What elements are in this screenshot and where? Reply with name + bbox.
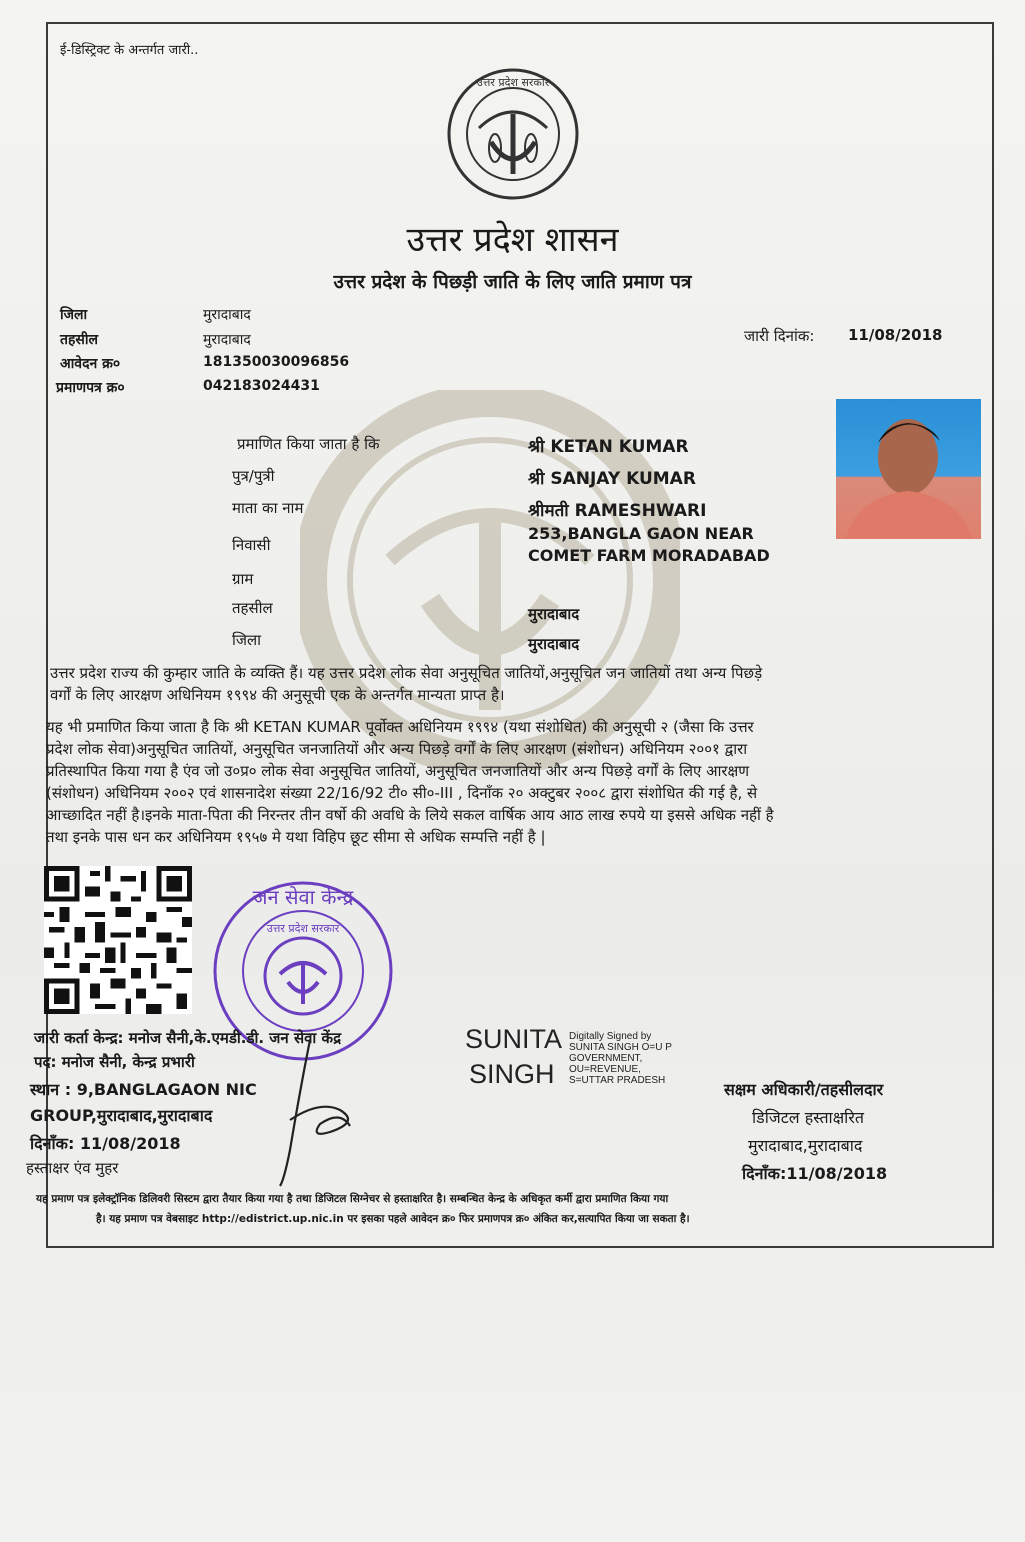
footer-note-line-1: यह प्रमाण पत्र इलेक्ट्रॉनिक डिलिवरी सिस्टम द्वारा तैयार किया गया है तथा डिजिटल सिग्नेचर से हस्ताक्षरित है। सम्बन्धित केन्द्र के अधिकृत कर्मी द्वारा प्रमाणित किया गया bbox=[36, 1193, 669, 1205]
svg-text:उत्तर प्रदेश सरकार: उत्तर प्रदेश सरकार bbox=[266, 922, 340, 935]
signature-detail-line: S=UTTAR PRADESH bbox=[569, 1075, 666, 1086]
certificate-number: 042183024431 bbox=[203, 378, 320, 394]
footer-note-line-2: है। यह प्रमाण पत्र वेबसाइट http://edistrict.up.nic.in पर इसका पहले आवेदन क्र० फिर प्रमाणपत्र क्र० अंकित कर,सत्यापित किया जा सकता है। bbox=[96, 1213, 690, 1225]
mother-name: श्रीमती RAMESHWARI bbox=[528, 501, 707, 521]
mother-label: माता का नाम bbox=[232, 499, 304, 517]
application-label: आवेदन क्र० bbox=[60, 356, 121, 372]
paragraph-line: आच्छादित नहीं है।इनके माता-पिता की निरन्तर तीन वर्षो की अवधि के लिये सकल वार्षिक आय आठ लाख रुपये या इससे अधिक नहीं है bbox=[46, 806, 774, 824]
authority-digital: डिजिटल हस्ताक्षरित bbox=[752, 1108, 864, 1127]
signature-detail-line: OU=REVENUE, bbox=[569, 1064, 641, 1075]
certificate-label: प्रमाणपत्र क्र० bbox=[56, 380, 125, 396]
authority-date: दिनाँक:11/08/2018 bbox=[742, 1164, 888, 1183]
issuer-center: जारी कर्ता केन्द्र: मनोज सैनी,के.एमडी.डी. जन सेवा केंद्र bbox=[34, 1029, 342, 1047]
signature-detail-line: GOVERNMENT, bbox=[569, 1053, 643, 1064]
detail-district-label: जिला bbox=[232, 631, 262, 649]
applicant-name: श्री KETAN KUMAR bbox=[528, 437, 689, 457]
issuer-sign-label: हस्ताक्षर एंव मुहर bbox=[26, 1159, 119, 1177]
svg-text:उत्तर प्रदेश सरकार: उत्तर प्रदेश सरकार bbox=[476, 76, 550, 89]
signature-detail-line: Digitally Signed by bbox=[569, 1031, 652, 1042]
paragraph-line: यह भी प्रमाणित किया जाता है कि श्री KETAN KUMAR पूर्वोक्त अधिनियम १९९४ (यथा संशोधित) की अनुसूची २ (जैसा कि उत्तर bbox=[46, 718, 754, 736]
address-line-1: 253,BANGLA GAON NEAR bbox=[528, 524, 754, 543]
qr-code bbox=[42, 866, 194, 1014]
district-label: जिला bbox=[60, 307, 88, 323]
digital-signer-first-name: SUNITA bbox=[465, 1024, 563, 1054]
son-label: पुत्र/पुत्री bbox=[232, 467, 275, 485]
village-label: ग्राम bbox=[232, 570, 254, 588]
issue-date-value: 11/08/2018 bbox=[848, 326, 943, 344]
issuer-place-1: स्थान : 9,BANGLAGAON NIC bbox=[30, 1080, 257, 1099]
header-note: ई-डिस्ट्रिक्ट के अन्तर्गत जारी.. bbox=[60, 43, 199, 58]
paragraph-line: (संशोधन) अधिनियम २००२ एवं शासनादेश संख्या 22/16/92 टी० सी०-III , दिनाँक २० अक्टुबर २००८ द्वारा संशोधित की गई है, से bbox=[46, 784, 758, 802]
paragraph-line: वर्गों के लिए आरक्षण अधिनियम १९९४ की अनुसूची एक के अन्तर्गत मान्यता प्राप्त है। bbox=[50, 686, 505, 704]
authority-title: सक्षम अधिकारी/तहसीलदार bbox=[724, 1080, 884, 1099]
resident-label: निवासी bbox=[232, 536, 271, 554]
digital-signer-last-name: SINGH bbox=[469, 1059, 555, 1089]
authority-place: मुरादाबाद,मुरादाबाद bbox=[748, 1136, 863, 1155]
paragraph-line: तथा इनके पास धन कर अधिनियम १९५७ मे यथा विहिप छूट सीमा से अधिक सम्पत्ति नहीं है | bbox=[46, 828, 546, 846]
issuer-designation: पद: मनोज सैनी, केन्द्र प्रभारी bbox=[34, 1053, 195, 1071]
application-number: 181350030096856 bbox=[203, 354, 350, 370]
certified-label: प्रमाणित किया जाता है कि bbox=[237, 435, 380, 453]
paragraph-line: प्रदेश लोक सेवा)अनुसूचित जातियों, अनुसूचित जनजातियों और अन्य पिछड़े वर्गों के लिए आरक्षण (संशोधन) अधिनियम २००१ द्वारा bbox=[46, 740, 748, 758]
district-value: मुरादाबाद bbox=[203, 307, 251, 323]
detail-district-value: मुरादाबाद bbox=[528, 635, 580, 653]
caste-paragraph bbox=[50, 662, 762, 706]
page-title: उत्तर प्रदेश शासन bbox=[406, 220, 619, 260]
paragraph-line: उत्तर प्रदेश राज्य की कुम्हार जाति के व्यक्ति हैं। यह उत्तर प्रदेश लोक सेवा अनुसूचित जातियों,अनुसूचित जन जातियों तथा अन्य पिछड़े bbox=[50, 664, 763, 682]
certification-paragraph bbox=[46, 716, 774, 848]
tehsil-label: तहसील bbox=[60, 332, 98, 348]
detail-tehsil-label: तहसील bbox=[232, 599, 273, 617]
issuer-date: दिनाँक: 11/08/2018 bbox=[30, 1134, 181, 1153]
applicant-photo bbox=[836, 399, 981, 539]
tehsil-value: मुरादाबाद bbox=[203, 332, 251, 348]
digital-signature-details bbox=[569, 1031, 672, 1086]
father-name: श्री SANJAY KUMAR bbox=[528, 469, 696, 489]
svg-text:जन सेवा केन्द्र: जन सेवा केन्द्र bbox=[252, 885, 354, 909]
up-government-emblem bbox=[445, 66, 581, 202]
paragraph-line: प्रतिस्थापित किया गया है एंव जो उ०प्र० लोक सेवा अनुसूचित जातियों, अनुसूचित जनजातियों और अन्य पिछड़े वर्गों के लिए आरक्षण bbox=[46, 762, 750, 780]
signature-detail-line: SUNITA SINGH O=U P bbox=[569, 1042, 672, 1053]
issuer-place-2: GROUP,मुरादाबाद,मुरादाबाद bbox=[30, 1106, 213, 1125]
certificate-subtitle: उत्तर प्रदेश के पिछड़ी जाति के लिए जाति प्रमाण पत्र bbox=[333, 271, 692, 293]
handwritten-signature bbox=[250, 1030, 370, 1190]
address-line-2: COMET FARM MORADABAD bbox=[528, 546, 770, 565]
issue-date-label: जारी दिनांक: bbox=[744, 327, 815, 345]
detail-tehsil-value: मुरादाबाद bbox=[528, 605, 580, 623]
